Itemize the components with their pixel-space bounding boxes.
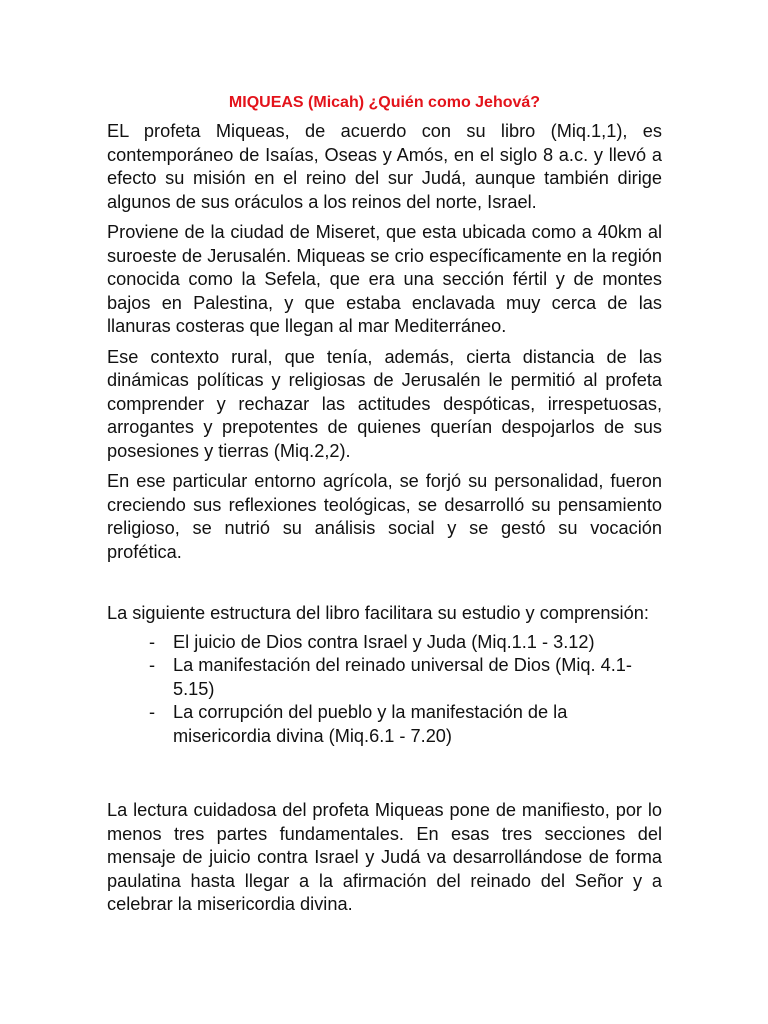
paragraph-3: Ese contexto rural, que tenía, además, cierta distancia de las dinámicas políticas y religiosas de Jerusalén le permitió al profeta comprender y rechazar las actitudes despóticas, irrespetuosas, arrogantes y prepotentes de quienes querían despojarlos de sus posesiones y tierras (Miq.2,2).: [107, 346, 662, 461]
paragraph-1: EL profeta Miqueas, de acuerdo con su libro (Miq.1,1), es contemporáneo de Isaías, Oseas y Amós, en el siglo 8 a.c. y llevó a efecto su misión en el reino del sur Judá, aunque también dirige algunos de sus oráculos a los reinos del norte, Israel.: [107, 121, 662, 212]
list-item-text: La corrupción del pueblo y la manifestación de la misericordia divina (Miq.6.1 - 7.20): [173, 702, 568, 746]
list-item-text: La manifestación del reinado universal de Dios (Miq. 4.1-5.15): [173, 655, 632, 699]
paragraph-4: En ese particular entorno agrícola, se forjó su personalidad, fueron creciendo sus reflexiones teológicas, se desarrolló su pensamiento religioso, se nutrió su análisis social y se gestó su vocación profética.: [107, 471, 662, 562]
paragraph-2: Proviene de la ciudad de Miseret, que esta ubicada como a 40km al suroeste de Jerusalén. Miqueas se crio específicamente en la región conocida como la Sefela, que era una sección fértil y de montes bajos en Palestina, y que estaba enclavada muy cerca de las llanuras costeras que llegan al mar Mediterráneo.: [107, 222, 662, 336]
list-item: [149, 654, 662, 701]
list-dash: -: [149, 655, 156, 675]
list-dash: -: [149, 702, 156, 722]
list-item: [149, 701, 662, 748]
closing-paragraph: La lectura cuidadosa del profeta Miqueas pone de manifiesto, por lo menos tres partes fundamentales. En esas tres secciones del mensaje de juicio contra Israel y Judá va desarrollándose de forma paulatina hasta llegar a la afirmación del reinado del Señor y a celebrar la misericordia divina.: [107, 800, 662, 914]
document-page: [107, 92, 662, 917]
document-title: MIQUEAS (Micah) ¿Quién como Jehová?: [228, 94, 541, 111]
list-item: [149, 631, 662, 655]
structure-list: [107, 631, 662, 749]
list-dash: -: [149, 631, 156, 652]
structure-intro: La siguiente estructura del libro facilitara su estudio y comprensión:: [107, 603, 649, 623]
list-item-text: El juicio de Dios contra Israel y Juda (Miq.1.1 - 3.12): [173, 631, 595, 652]
